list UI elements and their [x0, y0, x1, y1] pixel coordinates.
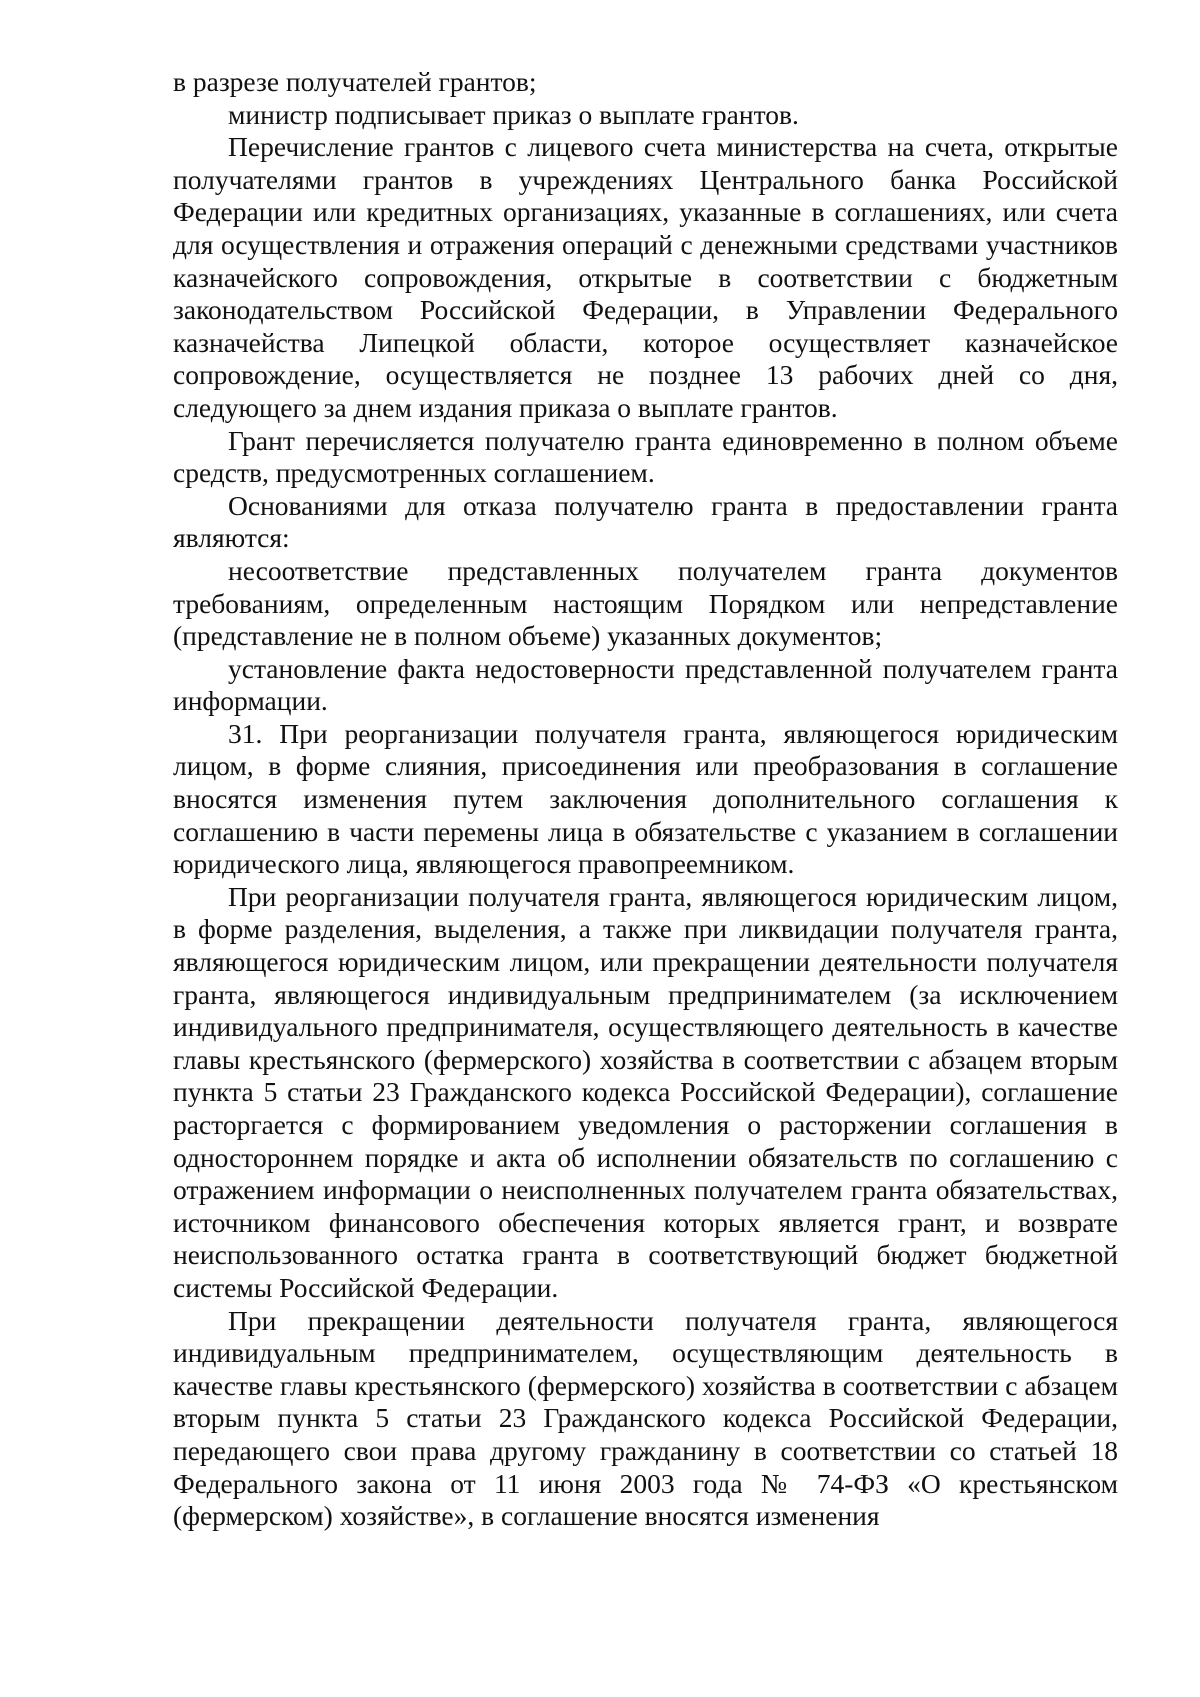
paragraph-grant-transfer: Перечисление грантов с лицевого счета министерства на счета, открытые получателями грантов в учреждениях Центрального банка Российской Федерации или кредитных организациях, указанные в соглашениях, или счета для осуществления и отражения операций с денежными средствами участников казначейского сопровождения, открытые в соответствии с бюджетным законодательством Российской Федерации, в Управлении Федерального казначейства Липецкой области, которое осуществляет казначейское сопровождение, осуществляется не позднее 13 рабочих дней со дня, следующего за днем издания приказа о выплате грантов.	[173, 131, 1118, 423]
paragraph-reorganization-termination: При реорганизации получателя гранта, являющегося юридическим лицом, в форме разделения, выделения, а также при ликвидации получателя гранта, являющегося юридическим лицом, или прекращении деятельности получателя гранта, являющегося индивидуальным предпринимателем (за исключением индивидуального предпринимателя, осуществляющего деятельность в качестве главы крестьянского (фермерского) хозяйства в соответствии с абзацем вторым пункта 5 статьи 23 Гражданского кодекса Российской Федерации), соглашение расторгается с формированием уведомления о расторжении соглашения в одностороннем порядке и акта об исполнении обязательств по соглашению с отражением информации о неисполненных получателем гранта обязательствах, источником финансового обеспечения которых является грант, и возврате неиспользованного остатка гранта в соответствующий бюджет бюджетной системы Российской Федерации.	[173, 880, 1118, 1303]
document-page	[173, 66, 1118, 1533]
paragraph-item-31-reorganization: 31. При реорганизации получателя гранта, являющегося юридическим лицом, в форме слияния, присоединения или преобразования в соглашение вносятся изменения путем заключения дополнительного соглашения к соглашению в части перемены лица в обязательстве с указанием в соглашении юридического лица, являющегося правопреемником.	[173, 717, 1118, 880]
paragraph-lump-sum-payment: Грант перечисляется получателю гранта единовременно в полном объеме средств, предусмотренных соглашением.	[173, 424, 1118, 489]
paragraph-refusal-grounds: Основаниями для отказа получателю гранта в предоставлении гранта являются:	[173, 489, 1118, 554]
paragraph-recipients-breakdown: в разрезе получателей грантов;	[173, 66, 537, 97]
paragraph-minister-signs-order: министр подписывает приказ о выплате грантов.	[228, 98, 799, 130]
paragraph-farm-head-termination: При прекращении деятельности получателя гранта, являющегося индивидуальным предпринимателем, осуществляющим деятельность в качестве главы крестьянского (фермерского) хозяйства в соответствии с абзацем вторым пункта 5 статьи 23 Гражданского кодекса Российской Федерации, передающего свои права другому гражданину в соответствии со статьей 18 Федерального закона от 11 июня 2003 года № 74-ФЗ «О крестьянском (фермерском) хозяйстве», в соглашение вносятся изменения	[173, 1304, 1118, 1532]
paragraph-refusal-false-info: установление факта недостоверности представленной получателем гранта информации.	[173, 652, 1118, 717]
paragraph-refusal-nonconformity: несоответствие представленных получателем гранта документов требованиям, определенным настоящим Порядком или непредставление (представление не в полном объеме) указанных документов;	[173, 554, 1118, 652]
